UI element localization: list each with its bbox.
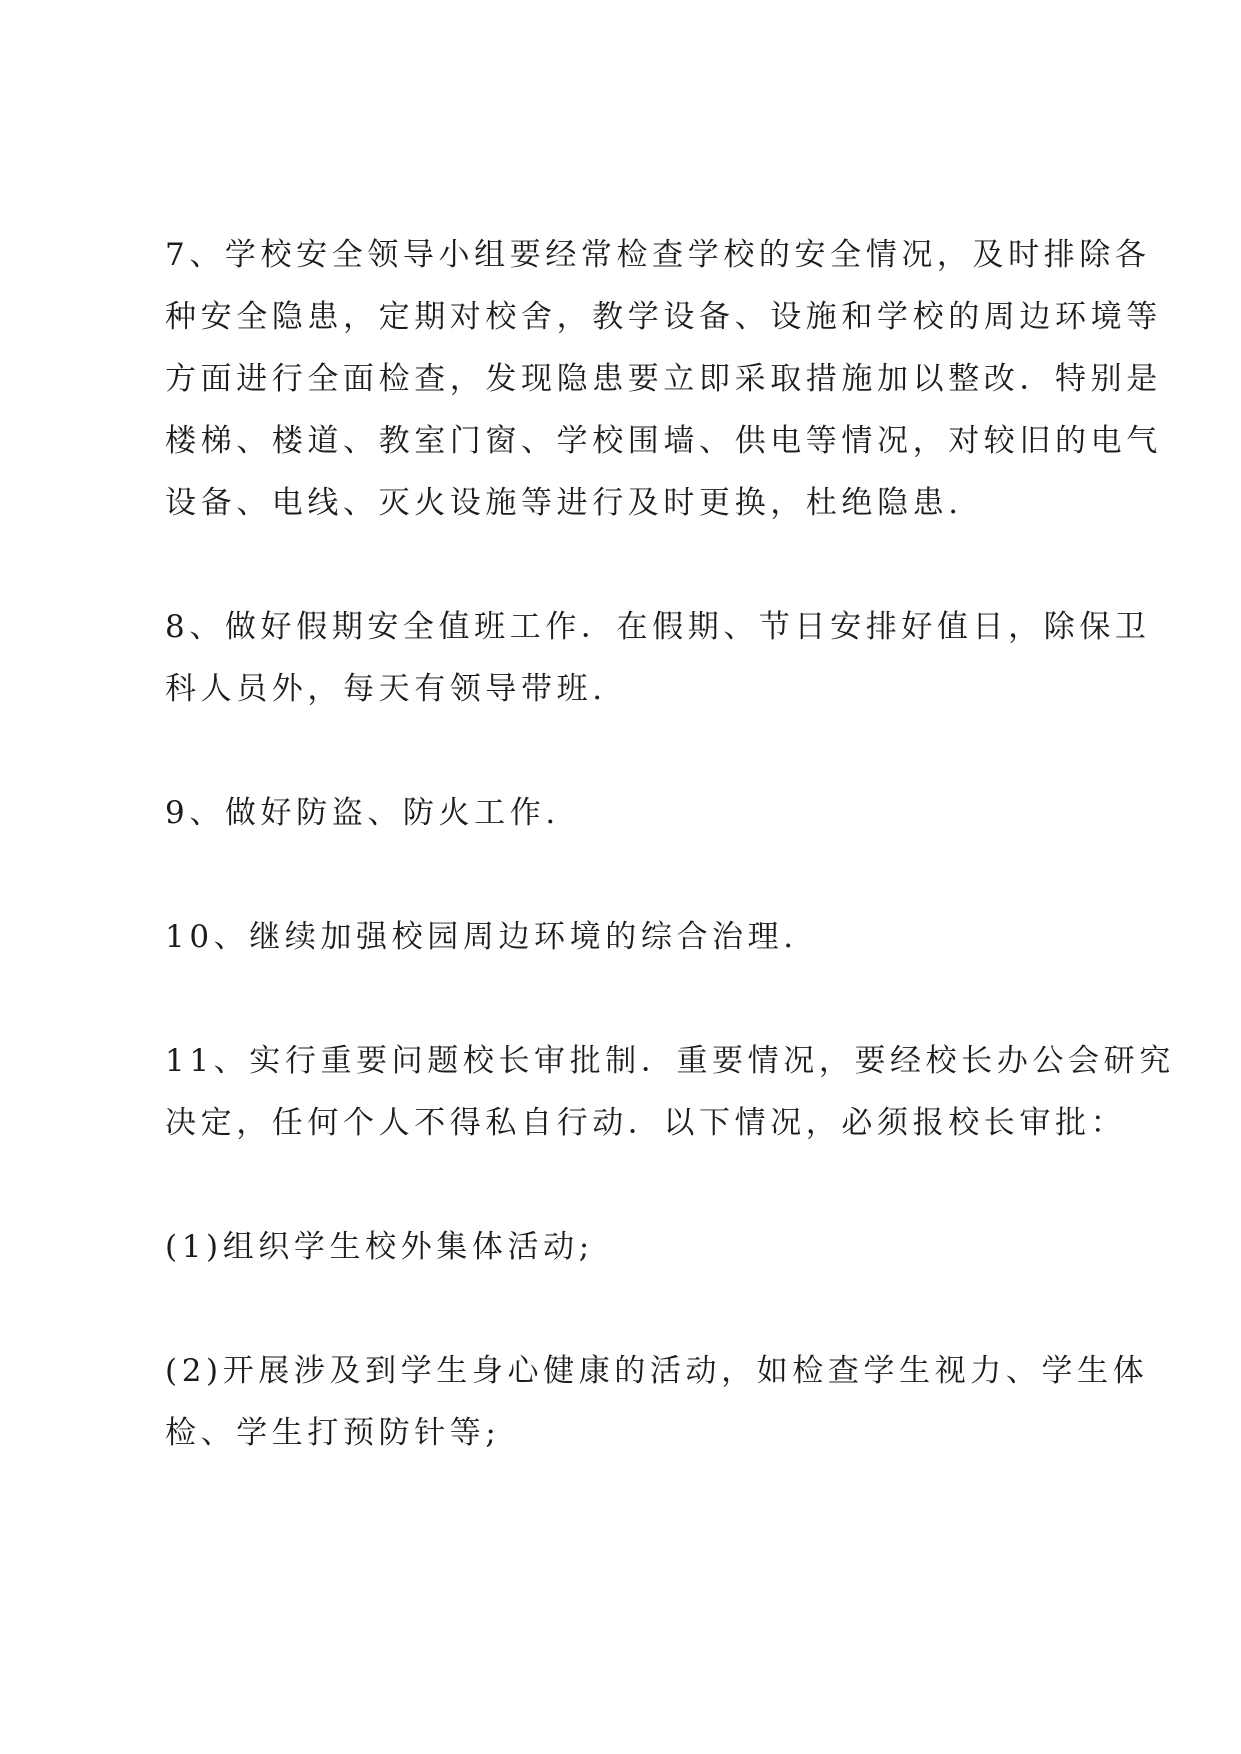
text-line: 种安全隐患，定期对校舍，教学设备、设施和学校的周边环境等 <box>165 299 1162 335</box>
text-line: 决定，任何个人不得私自行动．以下情况，必须报校长审批： <box>165 1105 1127 1141</box>
text-line: (2)开展涉及到学生身心健康的活动，如检查学生视力、学生体 <box>165 1353 1149 1389</box>
paragraph-11-item-1 <box>165 1216 1095 1278</box>
paragraph-10 <box>165 906 1095 968</box>
document-page <box>165 224 1175 1526</box>
text-line: 7、学校安全领导小组要经常检查学校的安全情况，及时排除各 <box>165 237 1151 273</box>
text-line: 楼梯、楼道、教室门窗、学校围墙、供电等情况，对较旧的电气 <box>165 423 1162 459</box>
text-line: 设备、电线、灭火设施等进行及时更换，杜绝隐患. <box>165 485 963 521</box>
text-line: 11、实行重要问题校长审批制．重要情况，要经校长办公会研究 <box>165 1043 1175 1079</box>
text-line: 9、做好防盗、防火工作. <box>165 795 560 831</box>
paragraph-7 <box>165 224 1162 534</box>
text-line: (1)组织学生校外集体活动; <box>165 1229 594 1265</box>
paragraph-8 <box>165 596 1151 720</box>
text-line: 检、学生打预防针等; <box>165 1415 501 1451</box>
text-line: 10、继续加强校园周边环境的综合治理. <box>165 919 798 955</box>
text-line: 8、做好假期安全值班工作．在假期、节日安排好值日，除保卫 <box>165 609 1151 645</box>
paragraph-11-item-2 <box>165 1340 1149 1464</box>
paragraph-9 <box>165 782 1095 844</box>
text-line: 方面进行全面检查，发现隐患要立即采取措施加以整改．特别是 <box>165 361 1162 397</box>
paragraph-11 <box>165 1030 1175 1154</box>
text-line: 科人员外，每天有领导带班. <box>165 671 607 707</box>
